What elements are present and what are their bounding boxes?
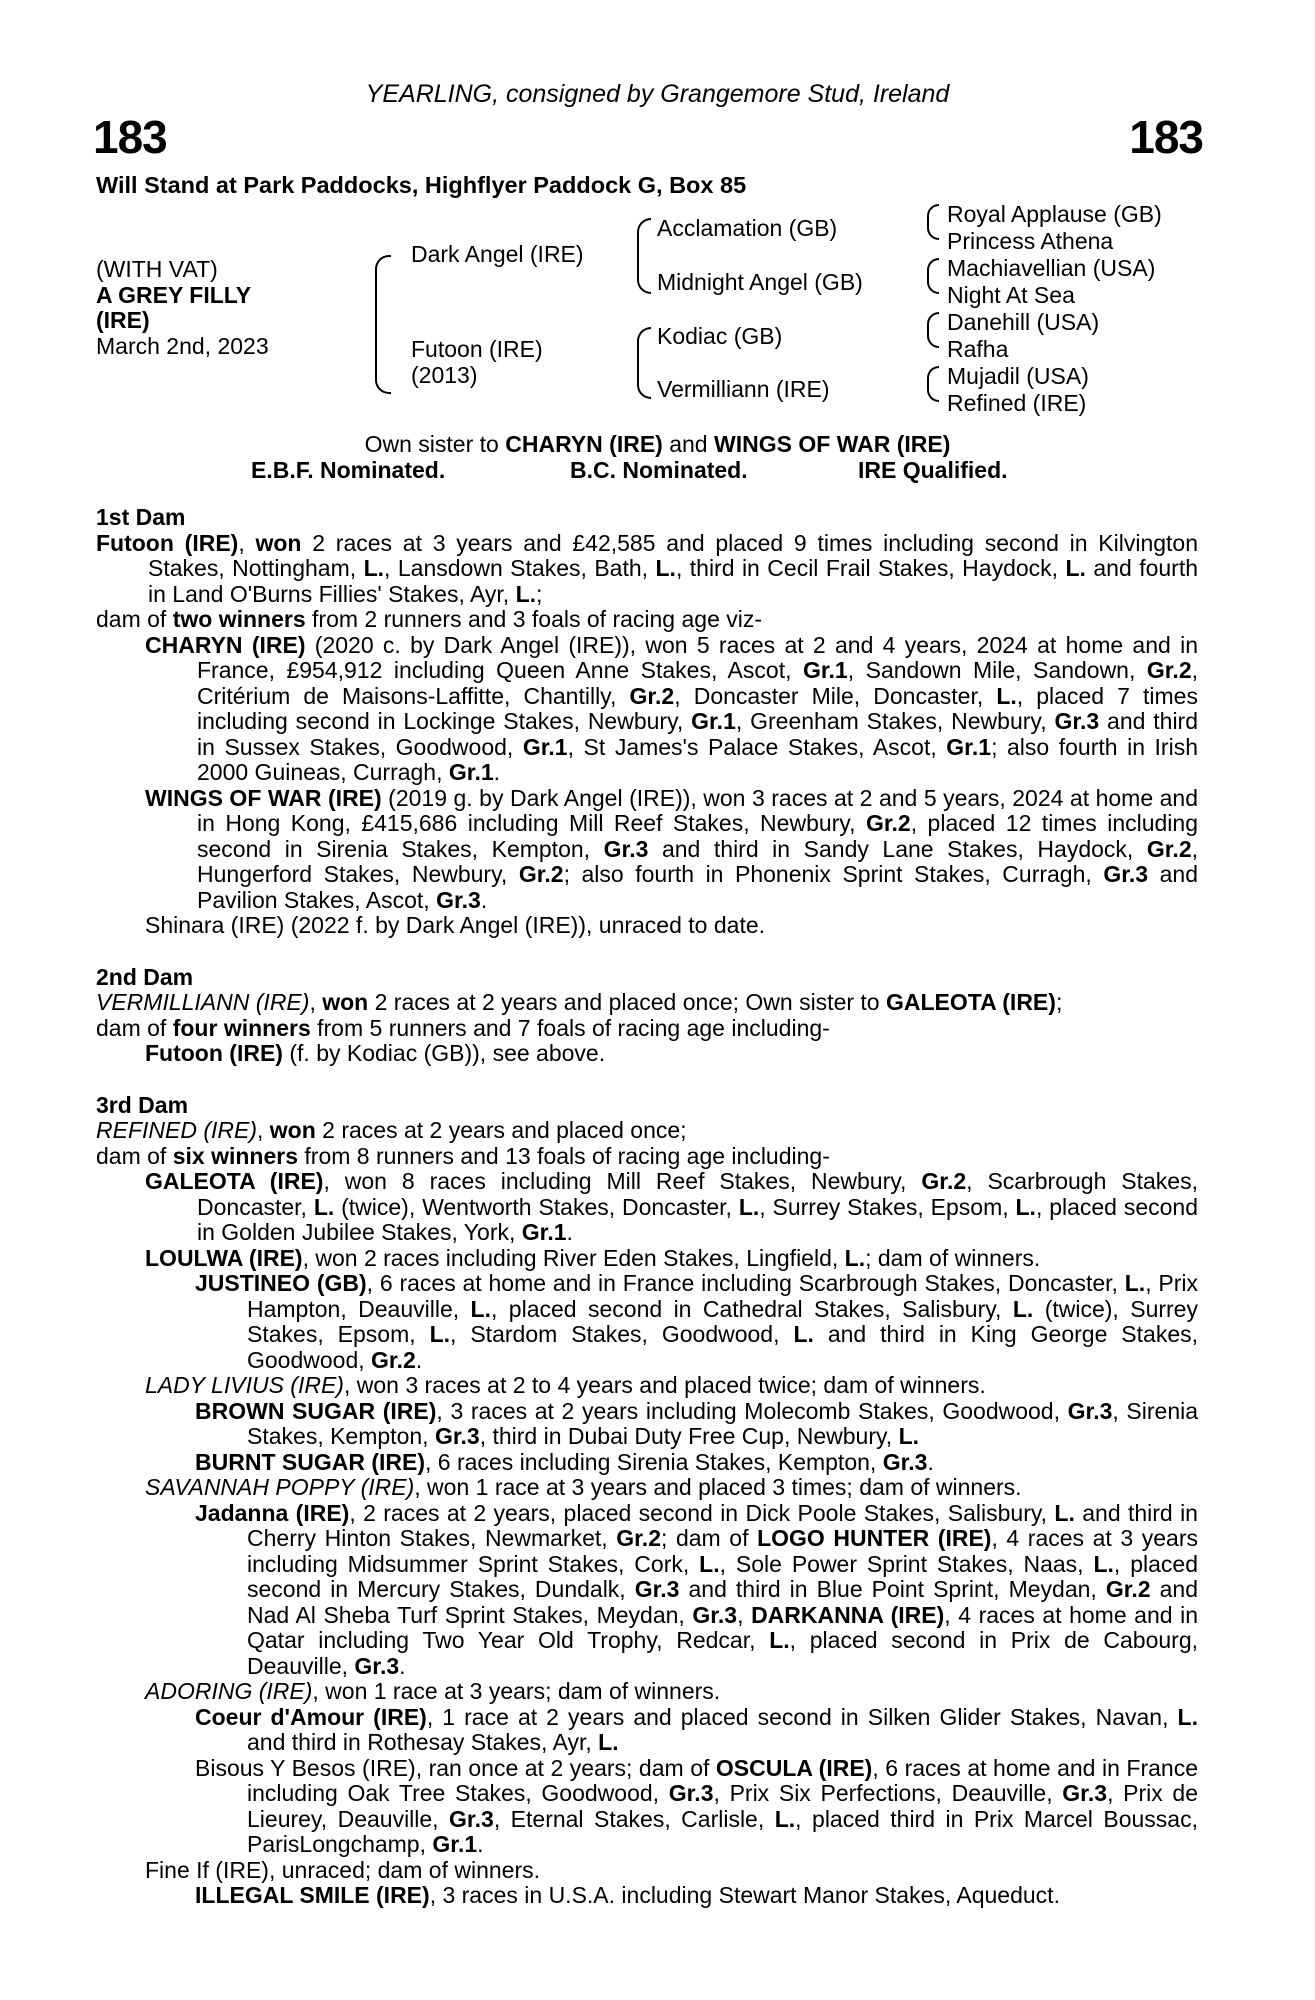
text: , third in Dubai Duty Free Cup, Newbury, — [479, 1423, 899, 1449]
own-sister-2: WINGS OF WAR (IRE) — [713, 431, 951, 457]
text: , 6 races at home and in France including Scarbrough Stakes, Doncaster, — [366, 1270, 1125, 1296]
grade: Gr.1 — [946, 733, 992, 760]
horse-name: Futoon (IRE) — [145, 1040, 283, 1066]
lot-number-right: 183 — [1129, 111, 1203, 163]
grade: Gr.1 — [432, 1831, 478, 1857]
grade: Gr.3 — [634, 1576, 680, 1602]
text: 2 races at 2 years and placed once; Own sister to — [368, 989, 886, 1015]
text: dam of — [96, 606, 173, 632]
text: , Prix Hampton, Deauville, — [247, 1270, 1198, 1322]
winners-count: four winners — [172, 1014, 311, 1041]
text: . — [927, 1448, 934, 1475]
ire-qualified: IRE Qualified. — [858, 457, 1008, 483]
produce-savannah-poppy — [96, 1475, 1198, 1501]
text: (f. by Kodiac (GB)), see above. — [282, 1040, 606, 1066]
second-dam-section — [96, 965, 1198, 1067]
grade: Gr.2 — [1146, 657, 1192, 683]
grandparent-7: Mujadil (USA) — [947, 363, 1089, 389]
text: ; dam of winners. — [865, 1244, 1041, 1271]
grade: Gr.2 — [921, 1168, 967, 1194]
ebf-nomination: E.B.F. Nominated. — [251, 457, 446, 483]
grade: Gr.2 — [1105, 1576, 1151, 1602]
grade: L. — [769, 1627, 790, 1653]
grandparent-6: Rafha — [947, 336, 1009, 362]
winners-count: two winners — [172, 606, 306, 632]
grade: L. — [598, 1729, 619, 1755]
produce-brown-sugar — [96, 1399, 1198, 1450]
text: , placed second in Cathedral Stakes, Salisbury, — [491, 1295, 1013, 1322]
horse-name: BURNT SUGAR (IRE) — [195, 1448, 425, 1475]
text: , won 2 races including River Eden Stakes, Lingfield, — [302, 1244, 845, 1271]
dam-name: Futoon (IRE) — [96, 529, 239, 556]
text: and Nad Al Sheba Turf Sprint Stakes, Meydan, — [247, 1576, 1198, 1628]
text: (twice), Wentworth Stakes, Doncaster, — [334, 1193, 739, 1220]
grade: Gr.1 — [691, 708, 736, 734]
dam-sire: Kodiac (GB) — [657, 323, 783, 349]
third-dam-produce-summary — [96, 1144, 1198, 1170]
first-dam-record: Futoon (IRE), won 2 races at 3 years and £42,585 and placed 9 times including second in Kilvington Stakes, Nottingham, L., Lansdown Stakes, Bath, L., third in Cecil Frail Stakes, Haydock, L. and fourth in Land O'Burns Fillies' Stakes, Ayr, L.; — [96, 529, 1199, 607]
text: and third in Cherry Hinton Stakes, Newmarket, — [247, 1499, 1198, 1551]
text: , 4 races at 3 years including Midsummer Sprint Stakes, Cork, — [247, 1525, 1199, 1577]
text: and third in Sandy Lane Stakes, Haydock, — [648, 835, 1147, 862]
grandparent-8: Refined (IRE) — [947, 390, 1087, 416]
text: . — [566, 1219, 573, 1245]
text: , placed second in Mercury Stakes, Dundalk, — [247, 1550, 1198, 1602]
text: , won 8 races including Mill Reef Stakes, Newbury, — [323, 1168, 922, 1194]
brace-g4 — [927, 366, 939, 402]
text: dam of — [96, 1014, 173, 1041]
brace-g2 — [927, 258, 939, 294]
grandparent-2: Princess Athena — [947, 228, 1114, 254]
text: , St James's Palace Stakes, Ascot, — [567, 733, 947, 760]
text: , Scarbrough Stakes, Doncaster, — [197, 1168, 1198, 1220]
grade: L. — [655, 555, 676, 581]
text: , 1 race at 2 years and placed second in Silken Glider Stakes, Navan, — [426, 1703, 1178, 1730]
text: 2 races at 3 years and £42,585 and placed 9 times including second in Kilvington Stakes, Nottingham, — [148, 529, 1199, 581]
text: , Stardom Stakes, Goodwood, — [450, 1321, 794, 1347]
text: , Sandown Mile, Sandown, — [847, 657, 1147, 683]
text: and third in Blue Point Sprint, Meydan, — [679, 1576, 1106, 1602]
second-dam-title: 2nd Dam — [96, 963, 194, 990]
produce-wings-of-war — [96, 786, 1198, 914]
text: , — [309, 989, 323, 1015]
horse-name: BROWN SUGAR (IRE) — [195, 1397, 437, 1424]
brace-dam — [637, 327, 651, 399]
text: . — [493, 759, 501, 785]
grade: L. — [1177, 1703, 1198, 1730]
text: and third in King George Stakes, Goodwood, — [247, 1321, 1198, 1373]
dam-dam: Vermilliann (IRE) — [657, 376, 830, 402]
text: , Eternal Stakes, Carlisle, — [493, 1805, 775, 1832]
text: Bisous Y Besos (IRE), ran once at 2 years; dam of — [195, 1754, 716, 1781]
brace-g3 — [927, 312, 939, 348]
text: , 6 races including Sirenia Stakes, Kempton, — [425, 1448, 883, 1475]
text: (twice), Surrey Stakes, Epsom, — [247, 1295, 1198, 1347]
grade: Gr.2 — [1146, 835, 1192, 862]
horse-name: JUSTINEO (GB) — [195, 1270, 367, 1296]
text: , Critérium de Maisons-Laffitte, Chantilly, — [197, 657, 1199, 709]
grade: Gr.1 — [802, 657, 848, 683]
grade: Gr.3 — [1067, 1397, 1113, 1424]
second-dam-record — [96, 990, 1198, 1016]
text: , — [257, 1117, 270, 1143]
text: , 3 races in U.S.A. including Stewart Manor Stakes, Aqueduct. — [429, 1882, 1060, 1908]
text: , won 1 race at 3 years; dam of winners. — [312, 1678, 721, 1704]
vat-note: (WITH VAT) — [96, 256, 218, 282]
grade: L. — [1054, 1499, 1075, 1526]
third-dam-section — [96, 1093, 1198, 1909]
dam-name: VERMILLIANN (IRE) — [96, 989, 310, 1015]
text: and fourth in Land O'Burns Fillies' Stakes, Ayr, — [148, 555, 1199, 607]
text: dam of — [96, 1142, 173, 1169]
sire-name: Dark Angel (IRE) — [411, 241, 584, 267]
winners-count: six winners — [172, 1142, 298, 1169]
horse-description: A GREY FILLY — [96, 281, 252, 308]
text: , 6 races at home and in France including Oak Tree Stakes, Goodwood, — [247, 1754, 1198, 1806]
produce-jadanna — [96, 1501, 1198, 1680]
produce-futoon — [96, 1041, 1198, 1067]
own-sister-prefix: Own sister to — [364, 431, 506, 457]
text: and third in Sussex Stakes, Goodwood, — [197, 708, 1198, 760]
grade: Gr.2 — [865, 810, 911, 836]
text: , won 1 race at 3 years and placed 3 times; dam of winners. — [414, 1474, 1022, 1500]
grade: L. — [429, 1321, 451, 1347]
grade: L. — [515, 580, 537, 607]
grade: Gr.3 — [668, 1780, 714, 1806]
grandparent-4: Night At Sea — [947, 282, 1075, 308]
text: . — [415, 1346, 423, 1373]
first-dam-title: 1st Dam — [96, 504, 186, 530]
produce-loulwa — [96, 1246, 1198, 1272]
grade: Gr.3 — [1062, 1780, 1108, 1806]
grandparent-1: Royal Applause (GB) — [947, 201, 1162, 227]
dam-year: (2013) — [411, 362, 478, 388]
produce-bisous-y-besos — [96, 1756, 1198, 1858]
text: , Sirenia Stakes, Kempton, — [247, 1397, 1199, 1449]
produce-justineo — [96, 1271, 1198, 1373]
grade: L. — [738, 1193, 760, 1220]
own-sister-and: and — [662, 431, 714, 457]
won-label: won — [255, 529, 302, 556]
text: , placed 7 times including second in Lockinge Stakes, Newbury, — [197, 682, 1198, 734]
text: , won 3 races at 2 to 4 years and placed twice; dam of winners. — [343, 1372, 986, 1398]
grade: Gr.1 — [448, 759, 494, 785]
horse-name: GALEOTA (IRE) — [886, 989, 1056, 1015]
grade: Gr.3 — [449, 1805, 494, 1832]
text: (2019 g. by Dark Angel (IRE)), won 3 races at 2 and 5 years, 2024 at home and in Hong Kong, £415,686 including Mill Reef Stakes, Newbury, — [197, 784, 1198, 836]
grade: Gr.3 — [1103, 861, 1149, 887]
text: , 4 races at home and in Qatar including Two Year Old Trophy, Redcar, — [247, 1601, 1198, 1653]
text: from 8 runners and 13 foals of racing age including- — [298, 1142, 830, 1169]
horse-name: LADY LIVIUS (IRE) — [145, 1372, 344, 1398]
third-dam-title: 3rd Dam — [96, 1091, 189, 1118]
won-label: won — [269, 1117, 316, 1143]
grandparent-3: Machiavellian (USA) — [947, 255, 1156, 281]
text: from 5 runners and 7 foals of racing age including- — [310, 1014, 830, 1041]
horse-name: OSCULA (IRE) — [715, 1754, 873, 1781]
grade: Gr.3 — [1054, 708, 1100, 734]
second-dam-produce-summary — [96, 1016, 1198, 1042]
text: , 2 races at 2 years, placed second in Dick Poole Stakes, Salisbury, — [349, 1499, 1055, 1526]
horse-name: ILLEGAL SMILE (IRE) — [195, 1882, 430, 1908]
produce-charyn — [96, 633, 1198, 786]
grade: L. — [363, 555, 385, 581]
text: . — [399, 1652, 406, 1679]
foaling-date: March 2nd, 2023 — [96, 332, 269, 359]
text: , Prix de Lieurey, Deauville, — [247, 1780, 1199, 1832]
grade: L. — [844, 1244, 866, 1271]
horse-name: LOULWA (IRE) — [145, 1244, 303, 1271]
text: , third in Cecil Frail Stakes, Haydock, — [675, 555, 1066, 581]
text: , Hungerford Stakes, Newbury, — [197, 835, 1199, 887]
text: and third in Rothesay Stakes, Ayr, — [247, 1729, 599, 1755]
horse-name: SAVANNAH POPPY (IRE) — [145, 1474, 415, 1500]
horse-name: Jadanna (IRE) — [195, 1499, 350, 1526]
grade: Gr.3 — [692, 1601, 738, 1628]
grade: L. — [313, 1193, 335, 1220]
grade: L. — [1093, 1550, 1114, 1577]
brace-sire — [637, 218, 651, 294]
produce-adoring — [96, 1679, 1198, 1705]
produce-shinara: Shinara (IRE) (2022 f. by Dark Angel (IRE)), unraced to date. — [145, 912, 766, 938]
grade: L. — [1015, 1193, 1036, 1220]
grade: Gr.2 — [518, 861, 564, 887]
brace-g1 — [927, 204, 939, 240]
horse-name: ADORING (IRE) — [145, 1678, 313, 1704]
catalogue-body — [96, 505, 1198, 1909]
won-label: won — [322, 989, 369, 1015]
own-sister-line — [0, 432, 1315, 458]
grade: Gr.2 — [371, 1346, 416, 1373]
brace-generation1 — [375, 255, 391, 394]
text: , — [737, 1601, 752, 1628]
text: , Sole Power Sprint Stakes, Naas, — [719, 1550, 1094, 1577]
own-sister-1: CHARYN (IRE) — [505, 431, 663, 457]
text: (2020 c. by Dark Angel (IRE)), won 5 races at 2 and 4 years, 2024 at home and in France, £954,912 including Queen Anne Stakes, Ascot, — [197, 631, 1198, 683]
dam-name: Futoon (IRE) — [411, 336, 543, 362]
produce-burnt-sugar — [96, 1450, 1198, 1476]
text: , Greenham Stakes, Newbury, — [735, 708, 1055, 734]
text: , placed second in Prix de Cabourg, Deauville, — [247, 1627, 1198, 1679]
dam-name: REFINED (IRE) — [96, 1117, 257, 1143]
horse-origin: (IRE) — [96, 307, 150, 333]
grade: L. — [699, 1550, 720, 1577]
horse-name: WINGS OF WAR (IRE) — [145, 784, 382, 811]
bc-nomination: B.C. Nominated. — [570, 457, 748, 483]
text: ; — [1055, 989, 1063, 1015]
grade: L. — [774, 1805, 796, 1832]
text: . — [480, 886, 488, 913]
grandparent-5: Danehill (USA) — [947, 309, 1100, 335]
first-dam-produce-summary — [96, 607, 1198, 633]
grade: Gr.3 — [434, 1423, 480, 1449]
stabling-location: Will Stand at Park Paddocks, Highflyer Paddock G, Box 85 — [96, 172, 747, 198]
produce-galeota — [96, 1169, 1198, 1246]
produce-fine-if: Fine If (IRE), unraced; dam of winners. — [145, 1856, 540, 1883]
grade: Gr.1 — [522, 733, 568, 760]
grade: Gr.3 — [436, 886, 481, 913]
consignment-header: YEARLING, consigned by Grangemore Stud, Ireland — [365, 80, 950, 108]
sire-sire: Acclamation (GB) — [657, 215, 838, 241]
grade: Gr.3 — [603, 835, 649, 862]
text: , placed third in Prix Marcel Boussac, ParisLongchamp, — [247, 1805, 1198, 1857]
grade: Gr.2 — [629, 682, 675, 709]
horse-name: DARKANNA (IRE) — [751, 1601, 945, 1628]
text: ; also fourth in Phonenix Sprint Stakes, Curragh, — [563, 861, 1104, 887]
text: , 3 races at 2 years including Molecomb Stakes, Goodwood, — [436, 1397, 1068, 1424]
grade: L. — [898, 1423, 920, 1449]
horse-name: Coeur d'Amour (IRE) — [195, 1703, 427, 1730]
grade: Gr.2 — [616, 1525, 661, 1551]
text: , Lansdown Stakes, Bath, — [384, 555, 656, 581]
produce-illegal-smile — [96, 1883, 1198, 1909]
text: ; — [536, 580, 543, 607]
horse-name: CHARYN (IRE) — [145, 631, 306, 658]
text: . — [477, 1831, 484, 1857]
text: , placed second in Golden Jubilee Stakes, York, — [197, 1193, 1198, 1245]
text: , Doncaster Mile, Doncaster, — [674, 682, 997, 709]
text: ; also fourth in Irish 2000 Guineas, Curragh, — [197, 733, 1198, 785]
text: , placed 12 times including second in Sirenia Stakes, Kempton, — [197, 810, 1198, 862]
text: , Prix Six Perfections, Deauville, — [713, 1780, 1063, 1806]
grade: L. — [1065, 555, 1086, 581]
sire-dam: Midnight Angel (GB) — [657, 269, 863, 295]
horse-name: GALEOTA (IRE) — [145, 1168, 324, 1194]
first-dam-section — [96, 505, 1198, 939]
lot-number-left: 183 — [93, 111, 167, 163]
text: , Surrey Stakes, Epsom, — [759, 1193, 1016, 1220]
horse-identity — [96, 257, 269, 359]
text: from 2 runners and 3 foals of racing age viz- — [305, 606, 763, 632]
text: 2 races at 2 years and placed once; — [315, 1117, 687, 1143]
third-dam-record — [96, 1118, 1198, 1144]
grade: L. — [1124, 1270, 1146, 1296]
grade: L. — [996, 682, 1017, 709]
grade: L. — [1012, 1295, 1034, 1322]
grade: Gr.3 — [354, 1652, 400, 1679]
horse-name: LOGO HUNTER (IRE) — [757, 1525, 992, 1551]
grade: Gr.3 — [882, 1448, 928, 1475]
grade: L. — [470, 1295, 491, 1322]
grade: Gr.1 — [521, 1219, 567, 1245]
produce-coeur-damour — [96, 1705, 1198, 1756]
produce-lady-livius — [96, 1373, 1198, 1399]
text: and Pavilion Stakes, Ascot, — [197, 861, 1199, 913]
grade: L. — [793, 1321, 814, 1347]
text: ; dam of — [661, 1525, 758, 1551]
